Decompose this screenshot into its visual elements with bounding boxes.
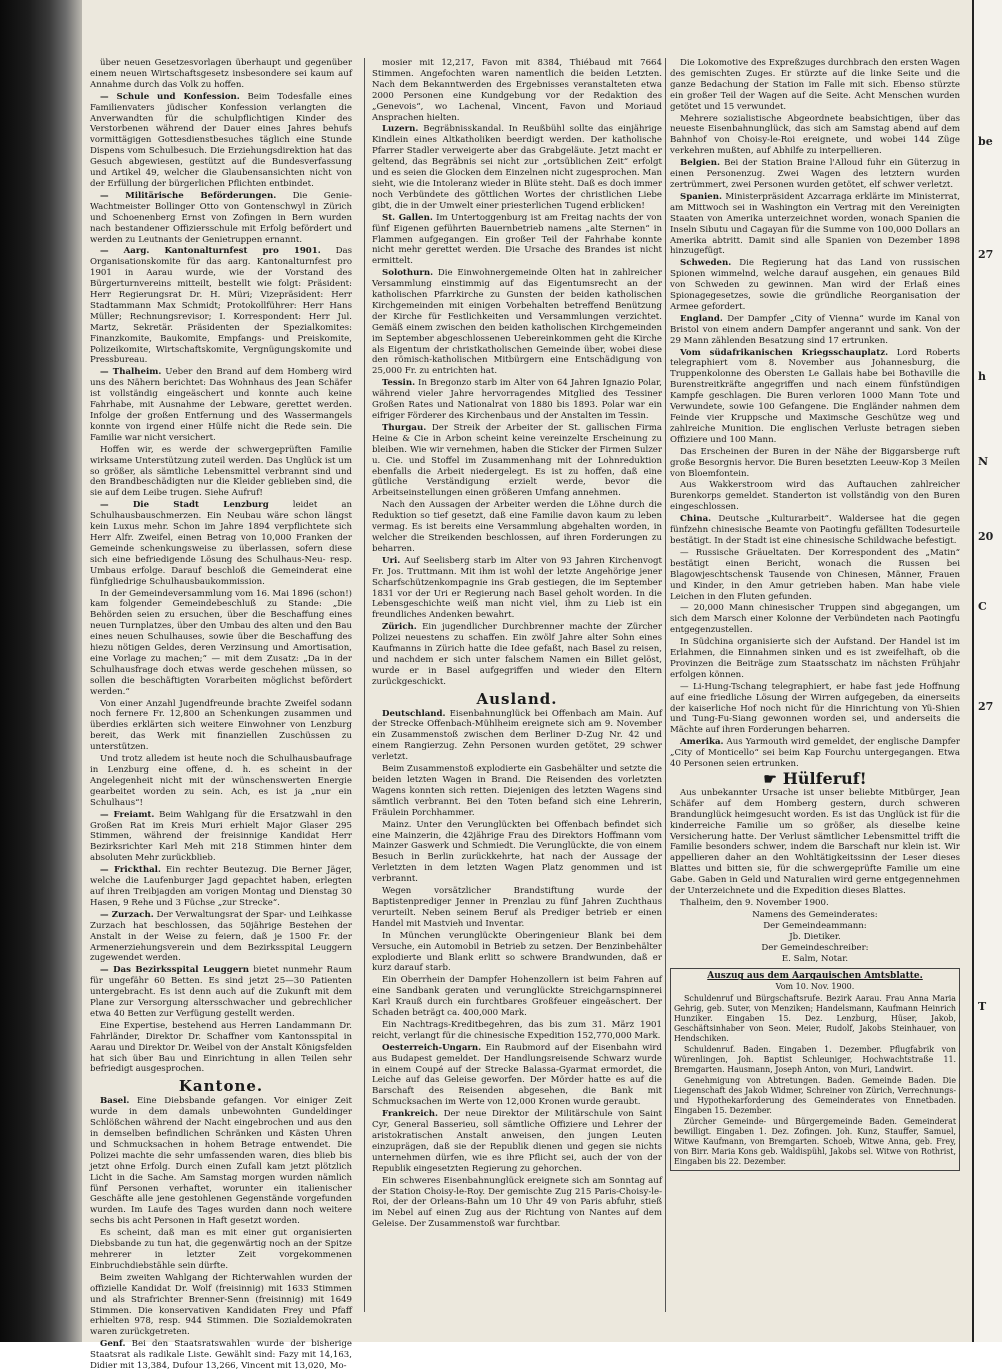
item-text: Die Regierung hat das Land von russischen Spionen wimmelnd, welche darauf ausgehen, ein genaues Bild von Schweden zu gewinnen. Man wird der Erlaß eines Spionagegesetzes, sowie die gründliche Reorganisation der Armee gefordert.	[670, 258, 961, 312]
column-3	[670, 58, 960, 1314]
item-text: Beim zweiten Wahlgang der Richterwahlen wurden der offizielle Kandidat Dr. Wolf (freisinnig) mit 1633 Stimmen und als Strafrichter Brenner-Senn (freisinnig) mit 1649 Stimmen. Die konservativen Kandidaten Frey und Pfaff erhielten 978, resp. 944 Stimmen. Die Sozialdemokraten waren zurückgetreten.	[90, 1272, 352, 1338]
item-lead: Basel.	[100, 1096, 130, 1107]
news-item	[90, 500, 352, 587]
item-text: Im Untertoggenburg ist am Freitag nachts der von fünf Eigenen geführten Bauernbetrieb namens „alte Sternen“ in Flammen aufgegangen. Ein großer Teil der Fahrhabe konnte nicht mehr gerettet werden. Die Ursache des Brandes ist nicht ermittelt.	[372, 212, 663, 267]
item-text: Ein Oberrhein der Dampfer Hohenzollern ist beim Fahren auf eine Sandbank geraten und verunglückte Streichgarnspinnerei Karl Krauß durch ein furchtbares Großfeuer eingeäschert. Der Schaden beträgt ca. 400,000 Mark.	[372, 975, 662, 1019]
news-item	[90, 367, 352, 443]
item-lead: Oesterreich-Ungarn.	[382, 1042, 482, 1053]
section-heading-ausland: Ausland.	[476, 689, 558, 708]
news-item	[90, 965, 352, 1020]
news-item	[670, 637, 960, 681]
item-lead: China.	[680, 514, 712, 525]
item-lead: — Die Stadt Lenzburg	[100, 500, 269, 511]
news-item	[90, 246, 352, 366]
item-text: Das Organisationskomite für das aarg. Kantonalturnfest pro 1901 in Aarau wurde, wie der Vorstand des Bürgerturnvereins mitteilt, bestellt wie folgt: Präsident: Herr Regierungsrat Dr. H. Müri; Vizepräsident: Herr Stadtammann Max Schmidt; Protokollführer: Herr Hans Müller; Rechnungsrevisor; I. Korrespondent: Herr Jul. Martz, Sekretär. Präsidenten der Spezialkomites: Finanzkomite, Baukomite, Empfangs- und Preiskomite, Polizeikomite, Wirtschaftskomite, Vergnügungskomite und Pressbureau.	[90, 246, 352, 366]
item-text: Hoffen wir, es werde der schwergeprüften Familie wirksame Unterstützung zuteil werden. Das Unglück ist um so größer, als sämtliche Lebensmittel verbrannt sind und den Brandbeschädigten nur die Kleider geblieben sind, die sie auf dem Leibe trugen. Siehe Aufruf!	[90, 444, 352, 499]
item-lead: Deutschland.	[382, 708, 446, 719]
news-item	[670, 603, 960, 636]
news-item	[670, 682, 960, 737]
item-text: Der Verwaltungsrat der Spar- und Leihkasse Zurzach hat beschlossen, das 50jährige Bestehen der Anstalt in der Weise zu feiern, daß je 1500 Fr. der Armenerziehungsverein und dem Bezirksspital Leuggern zugewendet werden.	[90, 909, 352, 964]
item-text: Ein rechter Beutezug. Die Berner Jäger, welche die Laufenburger Jagd gepachtet haben, erlegten auf ihren Treibjagden am vorigen Montag und Dienstag 30 Hasen, 9 Rehe und 3 Füchse „zur Strecke“.	[90, 865, 352, 908]
official-gazette-box	[670, 968, 960, 1171]
column-1	[90, 58, 353, 1372]
item-text: In Bregonzo starb im Alter von 64 Jahren Ignazio Polar, während vieler Jahre hervorragendes Mitglied des Tessiner Großen Rates und Nationalrat von 1880 bis 1893. Polar war ein eifriger Förderer des Kirchenbaus und der Anstalten im Tessin.	[372, 378, 662, 421]
news-item	[90, 754, 352, 809]
item-lead: — Schule und Konfession.	[100, 91, 240, 102]
news-item	[372, 931, 662, 975]
news-item	[372, 378, 662, 422]
item-text: Begräbnisskandal. In Reußbühl sollte das einjährige Kindlein eines Altkatholiken beerdigt werden. Der katholische Pfarrer Stadler verweigerte aber das Grabgeläute. Jetzt macht er geltend, das Begräbnis sei nicht zur „ortsüblichen Zeit“ erfolgt und es seien die Glocken dem Einzelnen nicht zugesprochen. Man sieht, wie die Intoleranz wieder in Blüte steht. Daß es doch immer noch Verbündete des göttlichen Wortes der christlichen Liebe gibt, die in der Umwelt einer priesterlichen Tugend erblicken!	[372, 124, 662, 211]
item-lead: Frankreich.	[382, 1109, 438, 1120]
item-lead: — Thalheim.	[100, 367, 162, 378]
item-lead: Uri.	[382, 555, 401, 566]
adjacent-page-edge	[972, 0, 1002, 1342]
item-lead: — Militärische Beförderungen.	[100, 190, 277, 201]
news-item	[90, 1228, 352, 1272]
news-item	[670, 314, 960, 347]
news-item	[670, 737, 960, 770]
article-intro: über neuen Gesetzesvorlagen überhaupt und gegenüber einem neuen Wirtschaftsgesetz insbesondere sei kaum auf Annahme durch das Volk zu hoffen.	[90, 58, 352, 90]
item-text: — Li-Hung-Tschang telegraphiert, er habe fast jede Hoffnung auf eine friedliche Lösung der Wirren aufgegeben, da einerseits der kaiserliche Hof noch nicht für die Hinrichtung von Yü-Shien und Tung-Fu-Siang gewonnen worden sei, und anderseits die Mächte auf ihren Forderungen beharren.	[670, 681, 960, 736]
item-lead: St. Gallen.	[382, 212, 433, 223]
news-item	[670, 480, 960, 513]
news-item	[372, 268, 662, 377]
section-heading-kantone: Kantone.	[178, 1077, 264, 1096]
item-text: In der Gemeindeversammlung vom 16. Mai 1896 (schon!) kam folgender Gemeindebeschluß zu Stande: „Die Behörden seien zu ersuchen, über die Beschaffung eines neuen Turnplatzes, über den Umbau des alten und den Bau eines neuen Schulhauses, sowie über die Beschaffung des hiezu nötigen Geldes, deren Verzinsung und Amortisation, eine Vorlage zu machen;“ — mit dem Zusatz: „Da in der Schulhausfrage doch etwas werde geschehen müssen, so sollen die beschäftigten Vorarbeiten möglichst befördert werden.“	[90, 588, 353, 697]
pointing-hand-icon: ☛	[763, 770, 777, 788]
item-text: In Südchina organisierte sich der Aufstand. Der Handel ist im Erlahmen, die Einnahmen sinken und es ist zweifelhaft, ob die Provinzen die Beiträge zum Staatsschatz im nächsten Frühjahr erfolgen können.	[670, 637, 960, 680]
item-text: Ueber den Brand auf dem Homberg wird uns des Nähern berichtet: Das Wohnhaus des Jean Schäfer ist vollständig eingeäschert und konnte auch keine Fahrhabe, mit Ausnahme der Lebware, gerettet werden. Infolge der großen Entfernung und des Wassermangels konnte von irgend einer Hülfe nicht die Rede sein. Die Familie war nicht versichert.	[90, 367, 352, 443]
news-item	[90, 1021, 352, 1076]
official-gazette-title: Auszug aus dem Aargauischen Amtsblatte.	[707, 971, 923, 982]
item-lead: Solothurn.	[382, 268, 434, 279]
news-item	[90, 810, 352, 865]
appeal-title: Hülferuf!	[782, 769, 867, 788]
news-item	[372, 124, 662, 211]
news-item	[372, 1020, 662, 1042]
news-item	[372, 975, 662, 1019]
item-text: Ein Nachtrags-Kreditbegehren, das bis zum 31. März 1901 reicht, verlangt für die chinesische Expedition 152,770,000 Mark.	[372, 1019, 662, 1041]
appeal-signature-name: E. Salm, Notar.	[781, 953, 849, 964]
item-lead: Zürich.	[382, 622, 417, 633]
item-lead: Tessin.	[382, 378, 416, 389]
item-text: Wegen vorsätzlicher Brandstiftung wurde der Baptistenprediger Jenner in Prenzlau zu fünf Jahren Zuchthaus verurteilt. Neben seinem Beruf als Prediger betrieb er einen Handel mit Mastvieh und Inventar.	[372, 886, 662, 929]
item-lead: — Das Bezirksspital Leuggern	[100, 965, 250, 976]
item-text: Aus Wakkerstroom wird das Auftauchen zahlreicher Burenkorps gemeldet. Standerton ist vollständig von den Buren eingeschlossen.	[670, 480, 960, 513]
item-lead: — Frickthal.	[100, 865, 161, 876]
edge-text-fragment: 27	[978, 700, 994, 713]
item-text: bietet nunmehr Raum für ungefähr 60 Betten. Es sind jetzt 25—30 Patienten untergebracht. Es ist denn auch auf die Zukunft mit dem Plane zur Versorgung altersschwacher und gebrechlicher etwa 40 Betten zur Verfügung gestellt werden.	[90, 965, 353, 1019]
item-text: Von einer Anzahl Jugendfreunde brachte Zweifel sodann noch fernere Fr. 12,800 an Schenkungen zusammen und überdies erklärten sich weitere Einwohner von Lenzburg bereit, das Werk mit finanziellen Zuschüssen zu unterstützen.	[90, 698, 352, 753]
item-text: Deutsche „Kulturarbeit“. Waldersee hat die gegen fünfzehn chinesische Beamte von Paotingfu gefällten Todesurteile bestätigt. In der Stadt ist eine chinesische Schildwache befestigt.	[670, 514, 960, 546]
item-text: Ministerpräsident Azcarraga erklärte im Ministerrat, am Mittwoch sei in Washington ein Vertrag mit den Vereinigten Staaten von Amerika unterzeichnet worden, wonach Spanien die Inseln Sibutu und Cagayan für die Summe von 100,000 Dollars an Amerika abtritt. Damit sind alle Spanien von Dezember 1898 hinzugefügt.	[670, 191, 960, 257]
edge-text-fragment: N	[978, 455, 989, 468]
item-text: Eisenbahnunglück bei Offenbach am Main. Auf der Strecke Offenbach-Mühlheim ereignete sich am 9. November ein Zusammenstoß zwischen dem Berliner D-Zug Nr. 42 und einem Rangierzug. Zehn Personen wurden getötet, 29 schwer verletzt.	[372, 708, 662, 763]
item-text: Das Erscheinen der Buren in der Nähe der Biggarsberge ruft große Besorgnis hervor. Die Buren besetzten Leeuw-Kop 3 Meilen von Bloemfontein.	[670, 446, 960, 479]
column-rule	[364, 58, 365, 1312]
item-text: Mehrere sozialistische Abgeordnete beabsichtigen, über das neueste Eisenbahnunglück, das sich am Samstag abend auf dem Bahnhof von Choisy-le-Roi ereignete, und wobei 144 Züge verkehren mußten, auf Abhilfe zu interpellieren.	[670, 113, 960, 157]
news-item	[670, 348, 960, 446]
news-item	[372, 820, 662, 885]
column-rule	[665, 58, 666, 1312]
edge-text-fragment: h	[978, 370, 986, 383]
appeal-signature-name: Jb. Dietiker.	[789, 931, 841, 942]
item-text: Beim Todesfalle eines Familienvaters jüdischer Konfession verlangten die Anverwandten für die schulpflichtigen Kinder des Verstorbenen während der Dauer eines Jahres behufs vormittägigen Gottesdienstbesuches täglich eine Stunde Dispens vom Schulbesuch. Die Erziehungsdirektion hat das Gesuch abgewiesen, gestützt auf die Bundesverfassung und Artikel 49, welcher die Glaubensansichten nicht von der Erfüllung der bürgerlichen Pflichten entbindet.	[90, 91, 352, 189]
item-text: Ein schweres Eisenbahnunglück ereignete sich am Sonntag auf der Station Choisy-le-Roy. Der gemischte Zug 215 Paris-Choisy-le-Roi, der der Orleans-Bahn um 10 Uhr 49 von Paris abfuhr, stieß im Nebel auf einen Zug aus der Richtung von Nantes auf dem Geleise. Der Zusammenstoß war furchtbar.	[372, 1175, 662, 1230]
item-text: Eine Expertise, bestehend aus Herren Landammann Dr. Fahrländer, Direktor Dr. Schaffner vom Kantonsspital in Aarau und Direktor Dr. Weibel von der Anstalt Königsfelden hat sich über Bau und Einrichtung in allen Teilen sehr befriedigt ausgesprochen.	[90, 1020, 352, 1075]
edge-text-fragment: T	[978, 1000, 987, 1013]
edge-text-fragment: be	[978, 135, 993, 148]
edge-text-fragment: 20	[978, 530, 994, 543]
item-text: Beim Zusammenstoß explodierte ein Gasbehälter und setzte die beiden letzten Wagen in Brand. Die Reisenden des vorletzten Wagens konnten sich retten. Diejenigen des letzten Wagens sind sämtlich verbrannt. Bei den Toten befand sich eine Lehrerin, Fräulein Porchhammer.	[372, 764, 662, 818]
news-item	[372, 622, 662, 687]
item-text: In München verunglückte Oberingenieur Blank bei dem Versuche, ein Automobil in Betrieb zu setzen. Der Benzinbehälter explodierte und Blank erlitt so schwere Brandwunden, daß er kurz darauf starb.	[372, 930, 662, 974]
item-lead: Vom südafrikanischen Kriegsschauplatz.	[680, 347, 889, 358]
appeal-heading	[670, 769, 960, 788]
news-item	[670, 192, 960, 257]
news-item	[372, 213, 662, 268]
item-lead: Schweden.	[680, 258, 732, 269]
book-binding-gutter	[0, 0, 82, 1342]
news-item	[90, 1339, 352, 1372]
item-lead: — Freiamt.	[100, 809, 155, 820]
item-text: leidet an Schulhausbauschmerzen. Ein Neubau wäre schon längst kein Luxus mehr. Schon im Jahre 1894 verpflichtete sich Herr Alfr. Zweifel, einen Betrag von 10,000 Franken der Gemeinde schenkungsweise zu überlassen, sofern diese sich eine befriedigende Lösung des Schulhaus-Neu- resp. Umbaus erfolge. Darauf beschloß die Gemeinderat eine fünfgliedrige Schulhausbaukommission.	[90, 500, 352, 587]
appeal-text: Aus unbekannter Ursache ist unser beliebte Mitbürger, Jean Schäfer auf dem Homberg gestern, durch schweren Brandunglück heimgesucht worden. Es ist das Unglück ist für die kinderreiche Familie um so größer, als dieselbe keine Versicherung hatte. Der Verlust sämtlicher Lebensmittel trifft die Familie besonders schwer, indem die Barschaft nur klein ist. Wir appellieren daher an den Wohltätigkeitssinn der Leser dieses Blattes und bitten sie, für die schwergeprüfte Familie um eine Gabe. Gaben in Geld und Naturalien wird gerne entgegennehmen der Unterzeichnete und die Expedition dieses Blattes.	[670, 787, 960, 897]
item-text: Bei der Station Braine l'Alloud fuhr ein Güterzug in einen Personenzug. Zwei Wagen des letztern wurden zertrümmert, zwei Personen wurden getötet, elf schwer verletzt.	[670, 158, 960, 190]
item-text: — Russische Gräueltaten. Der Korrespondent des „Matin“ bestätigt einen Bericht, wonach die Russen bei Blagowjeschtschensk Tausende von Chinesen, Männer, Frauen und Kinder, in den Amur getrieben haben. Man habe viele Leichen in den Fluten gefunden.	[670, 547, 960, 602]
appeal-signature-line: Namens des Gemeinderates:	[752, 909, 878, 920]
news-item	[90, 445, 352, 500]
news-item	[372, 556, 662, 621]
item-lead: Genf.	[100, 1339, 126, 1350]
news-item	[90, 589, 352, 698]
item-lead: Spanien.	[680, 191, 723, 202]
article-intro: mosier mit 12,217, Favon mit 8384, Thiébaud mit 7664 Stimmen. Angefochten waren namentlich die beiden Letzten. Nach dem Bekanntwerden des Ergebnisses veranstalteten etwa 2000 Personen eine Kundgebung vor der Redaktion des „Genevois“, wo Lachenal, Vincent, Favon und Moriaud Ansprachen hielten.	[372, 58, 662, 123]
item-text: Lord Roberts telegraphiert vom 8. November aus Johannesburg, die Truppenkolonne des Obersten Le Gallais habe bei Bothaville die Burenstreitkräfte angegriffen und nach einem fünfstündigen Kampfe geschlagen. Die Buren verloren 1000 Mann Tote und Verwundete, sowie 100 Gefangene. Die Engländer nahmen dem Feinde vier Kruppsche und Maximsche Geschütze weg und zahlreiche Munition. Die englischen Verluste betragen sieben Offiziere und 100 Mann.	[670, 347, 960, 445]
news-item	[372, 500, 662, 555]
item-lead: Belgien.	[680, 158, 720, 169]
news-item	[90, 191, 352, 246]
item-lead: — Aarg. Kantonalturnfest pro 1901.	[100, 246, 321, 257]
news-item	[670, 158, 960, 191]
news-item	[90, 1273, 352, 1338]
item-text: Die Lokomotive des Expreßzuges durchbrach den ersten Wagen des gemischten Zuges. Er stürzte auf die linke Seite und die ganze Bedachung der Station im Falle mit sich. Ebenso stürzte ein großer Teil der Wagen auf die Seite. Acht Menschen wurden getötet und 15 verwundet.	[670, 58, 960, 112]
news-item	[670, 548, 960, 603]
edge-text-fragment: C	[978, 600, 987, 613]
column-2	[372, 58, 662, 1314]
item-text: Eine Diebsbande gefangen. Vor einiger Zeit wurde in dem damals unbewohnten Gundeldinger Schlößchen während der Nacht eingebrochen und aus den in demselben befindlichen Schränken und Kästen Uhren und Schmucksachen in hohem Betrage entwendet. Die Polizei machte die sehr umfassenden waren, dies blieb bis jetzt ohne Erfolg. Durch einen Zufall kam jetzt plötzlich Licht in die Sache. Am Samstag morgen wurden nämlich fünf Personen verhaftet, worunter ein italienischer Geschäfte alle jene gestohlenen Gegenstände vorgefunden wurden. Im Laufe des Tages wurden dann noch weitere sechs bis acht Personen in Haft gesetzt worden.	[90, 1096, 353, 1227]
news-item	[90, 910, 352, 965]
appeal-signature-line: Der Gemeindeschreiber:	[761, 942, 869, 953]
news-item	[372, 709, 662, 764]
news-item	[372, 1176, 662, 1231]
news-item-austria	[372, 1043, 662, 1108]
item-text: Aus Yarmouth wird gemeldet, der englische Dampfer „City of Monticello“ sei beim Kap Fourchu untergegangen. Etwa 40 Personen seien ertrunken.	[670, 737, 960, 770]
news-item	[670, 447, 960, 480]
item-text: Und trotz alledem ist heute noch die Schulhausbaufrage in Lenzburg eine offene, d. h. es scheint in der Angelegenheit nicht mit der wünschenswerten Energie gearbeitet worden zu sein. Ach, es ist ja „nur ein Schulhaus“!	[90, 754, 352, 808]
item-text: Bei den Staatsratswahlen wurde der bisherige Staatsrat als radikale Liste. Gewählt sind: Fazy mit 14,163, Didier mit 13,384, Dufour 13,266, Vincent mit 13,020, Mo-	[90, 1339, 352, 1372]
appeal-place-date: Thalheim, den 9. November 1900.	[680, 897, 829, 908]
official-gazette-date: Vom 10. Nov. 1900.	[775, 982, 855, 992]
item-text: Die Einwohnergemeinde Olten hat in zahlreicher Versammlung einstimmig auf das Eigentumsrecht an der katholischen Pfarrkirche zu Gunsten der beiden katholischen Kirchgemeinden mit einigen Vorbehalten betreffend Benützung der Kirche für Festlichkeiten und Versammlungen verzichtet. Gemäß einem zwischen den beiden katholischen Kirchgemeinden im September abgeschlossenen Uebereinkommen geht die Kirche als Eigentum der christkatholischen Gemeinde über, wobei diese den römisch-katholischen Mitbürgern eine Entschädigung von 25,000 Fr. zu entrichten hat.	[372, 268, 662, 377]
gazette-entry: Schuldenruf. Baden. Eingaben 1. Dezember. Pflugfabrik von Würenlingen, Joh. Baptist Schleuniger, Hochwachtstraße 11. Bremgarten. Hausmann, Joseph Anton, von Muri, Landwirt.	[674, 1045, 956, 1075]
item-text: Beim Wahlgang für die Ersatzwahl in den Großen Rat im Kreis Muri erhielt Major Glaser 295 Stimmen, während der freisinnige Kandidat Herr Bezirksrichter Karl Meh mit 218 Stimmen hinter dem absoluten Mehr zurückblieb.	[90, 809, 352, 864]
news-item	[90, 699, 352, 754]
edge-text-fragment: 27	[978, 248, 994, 261]
item-text: Nach den Aussagen der Arbeiter werden die Löhne durch die Reduktion so tief gesetzt, daß eine Familie davon kaum zu leben vermag. Es ist bereits eine Versammlung abgehalten worden, in welcher die Streikenden beschlossen, auf ihren Forderungen zu beharren.	[372, 500, 662, 554]
item-text: Auf Seelisberg starb im Alter von 93 Jahren Kirchenvogt Fr. Jos. Truttmann. Mit ihm ist wohl der letzte Angehörige jener Scharfschützenkompagnie ins Grab gestiegen, die im September 1831 vor der Uri er Regierung nach Basel geholt worden. In die Lebensgeschichte weiß man nicht viel, ihm zu Lieb ist ein freundliches Andenken bewahrt.	[372, 555, 662, 621]
item-text: — 20,000 Mann chinesischer Truppen sind abgegangen, um sich dem Marsch einer Kolonne der Verbündeten nach Paotingfu entgegenzustellen.	[670, 603, 960, 636]
item-lead: Amerika.	[680, 737, 724, 748]
item-text: Der Dampfer „City of Vienna“ wurde im Kanal von Bristol von einem andern Dampfer angerannt und sank. Von der 29 Mann zählenden Besatzung sind 17 ertrunken.	[670, 313, 960, 346]
news-item	[372, 764, 662, 819]
item-lead: Thurgau.	[382, 422, 427, 433]
item-text: Ein jugendlicher Durchbrenner machte der Zürcher Polizei neuestens zu schaffen. Ein zwölf Jahre alter Sohn eines Kaufmanns in Zürich hatte die Idee gefaßt, nach Basel zu reisen, und nachdem er sich unter falschem Namen ein Billet gelöst, wurde er in Basel aufgegriffen und wieder den Eltern zurückgeschickt.	[372, 622, 662, 687]
item-text: Die Genie-Wachtmeister Bollinger Otto von Gontenschwyl in Zürich und Schoenenberg Ernst von Zofingen in Bern wurden nach bestandener Offiziersschule mit Erfolg befördert und werden zu Leutnants der Genietruppen ernannt.	[90, 190, 353, 245]
news-item	[372, 886, 662, 930]
gazette-entry: Genehmigung von Abtretungen. Baden. Gemeinde Baden. Die Liegenschaft des Jakob Widmer, Schreiner von Zürich, Verrechnungs- und Hypothekarforderung des Gemeinderates von Ennetbaden. Eingaben 15. Dezember.	[674, 1076, 956, 1116]
item-text: Mainz. Unter den Verunglückten bei Offenbach befindet sich eine Mainzerin, die 42jährige Frau des Direktors Hoffmann vom Mainzer Gaswerk und Schmiedt. Die Verunglückte, die von einem Besuch in Berlin zurückkehrte, hat nach der Aussage der Verletzten in dem letzten Wagen Platz genommen und ist verbrannt.	[372, 819, 662, 885]
item-text: Der Streik der Arbeiter der St. gallischen Firma Heine & Cie in Arbon scheint keine vereinzelte Erscheinung zu bleiben. Wie wir vernehmen, haben die Sticker der Firmen Sulzer u. Cie. und Stoffel im Zusammenhang mit der Lohnreduktion ebenfalls die Arbeit niedergelegt. Es ist zu hoffen, daß eine gütliche Verständigung erzielt werde, bevor die Arbeitseinstellungen einen größeren Umfang annehmen.	[372, 422, 663, 499]
appeal-signature-line: Der Gemeindeammann:	[763, 920, 867, 931]
news-item	[670, 114, 960, 158]
news-item	[372, 423, 662, 499]
item-lead: — Zurzach.	[100, 909, 154, 920]
news-item	[670, 514, 960, 547]
news-item	[90, 1096, 352, 1227]
news-item	[90, 865, 352, 909]
news-item	[90, 92, 352, 190]
gazette-entry: Schuldenruf und Bürgschaftsrufe. Bezirk Aarau. Frau Anna Maria Gehrig, geb. Suter, von Menziken; Handelsmann, Kaufmann Heinrich Hunziker. Eingaben 15. Dez. Lenzburg, Hüser, Jakob, Geschäftsinhaber von Seon. Meier, Rudolf, Jakobs Steinhauer, von Hendschiken.	[674, 994, 956, 1044]
item-text: Es scheint, daß man es mit einer gut organisierten Diebsbande zu tun hat, die gegenwärtig noch an der Spitze mehrerer in letzter Zeit vorgekommenen Einbruchdiebstähle sein dürfte.	[90, 1228, 352, 1271]
item-lead: England.	[680, 313, 723, 324]
item-text: Der neue Direktor der Militärschule von Saint Cyr, General Basserieu, soll sämtliche Offiziere und Lehrer der aristokratischen Anstalt anweisen, den jungen Leuten einzuprägen, daß sie der Republik dienen und gegen sie nichts unternehmen dürfen, wie es ihre Pflicht sei, auch der von der Republik eingesetzten Regierung zu gehorchen.	[372, 1109, 662, 1174]
news-item	[670, 58, 960, 113]
item-text: Ein Raubmord auf der Eisenbahn wird aus Budapest gemeldet. Der Handlungsreisende Schwarz wurde in einem Coupé auf der Strecke Balassa-Gyarmat ermordet, die Leiche auf das Geleise geworfen. Der Mörder hatte es auf die Barschaft des Reisenden abgesehen, die Bank mit Schmucksachen im Werte von 12,000 Kronen wurde geraubt.	[372, 1042, 662, 1108]
item-lead: Luzern.	[382, 124, 419, 135]
gazette-entry: Zürcher Gemeinde- und Bürgergemeinde Baden. Gemeinderat bewilligt. Eingaben 1. Dez. Zofingen. Joh. Kunz, Stauffer, Samuel, Witwe Kaufmann, von Bremgarten. Schoeb, Witwe Anna, geb. Frey, von Birr. Maria Kons geb. Waldispühl, Jakobs sel. Witwe von Rothrist, Eingaben bis 22. Dezember.	[674, 1117, 956, 1167]
news-item	[670, 258, 960, 313]
news-item	[372, 1109, 662, 1174]
